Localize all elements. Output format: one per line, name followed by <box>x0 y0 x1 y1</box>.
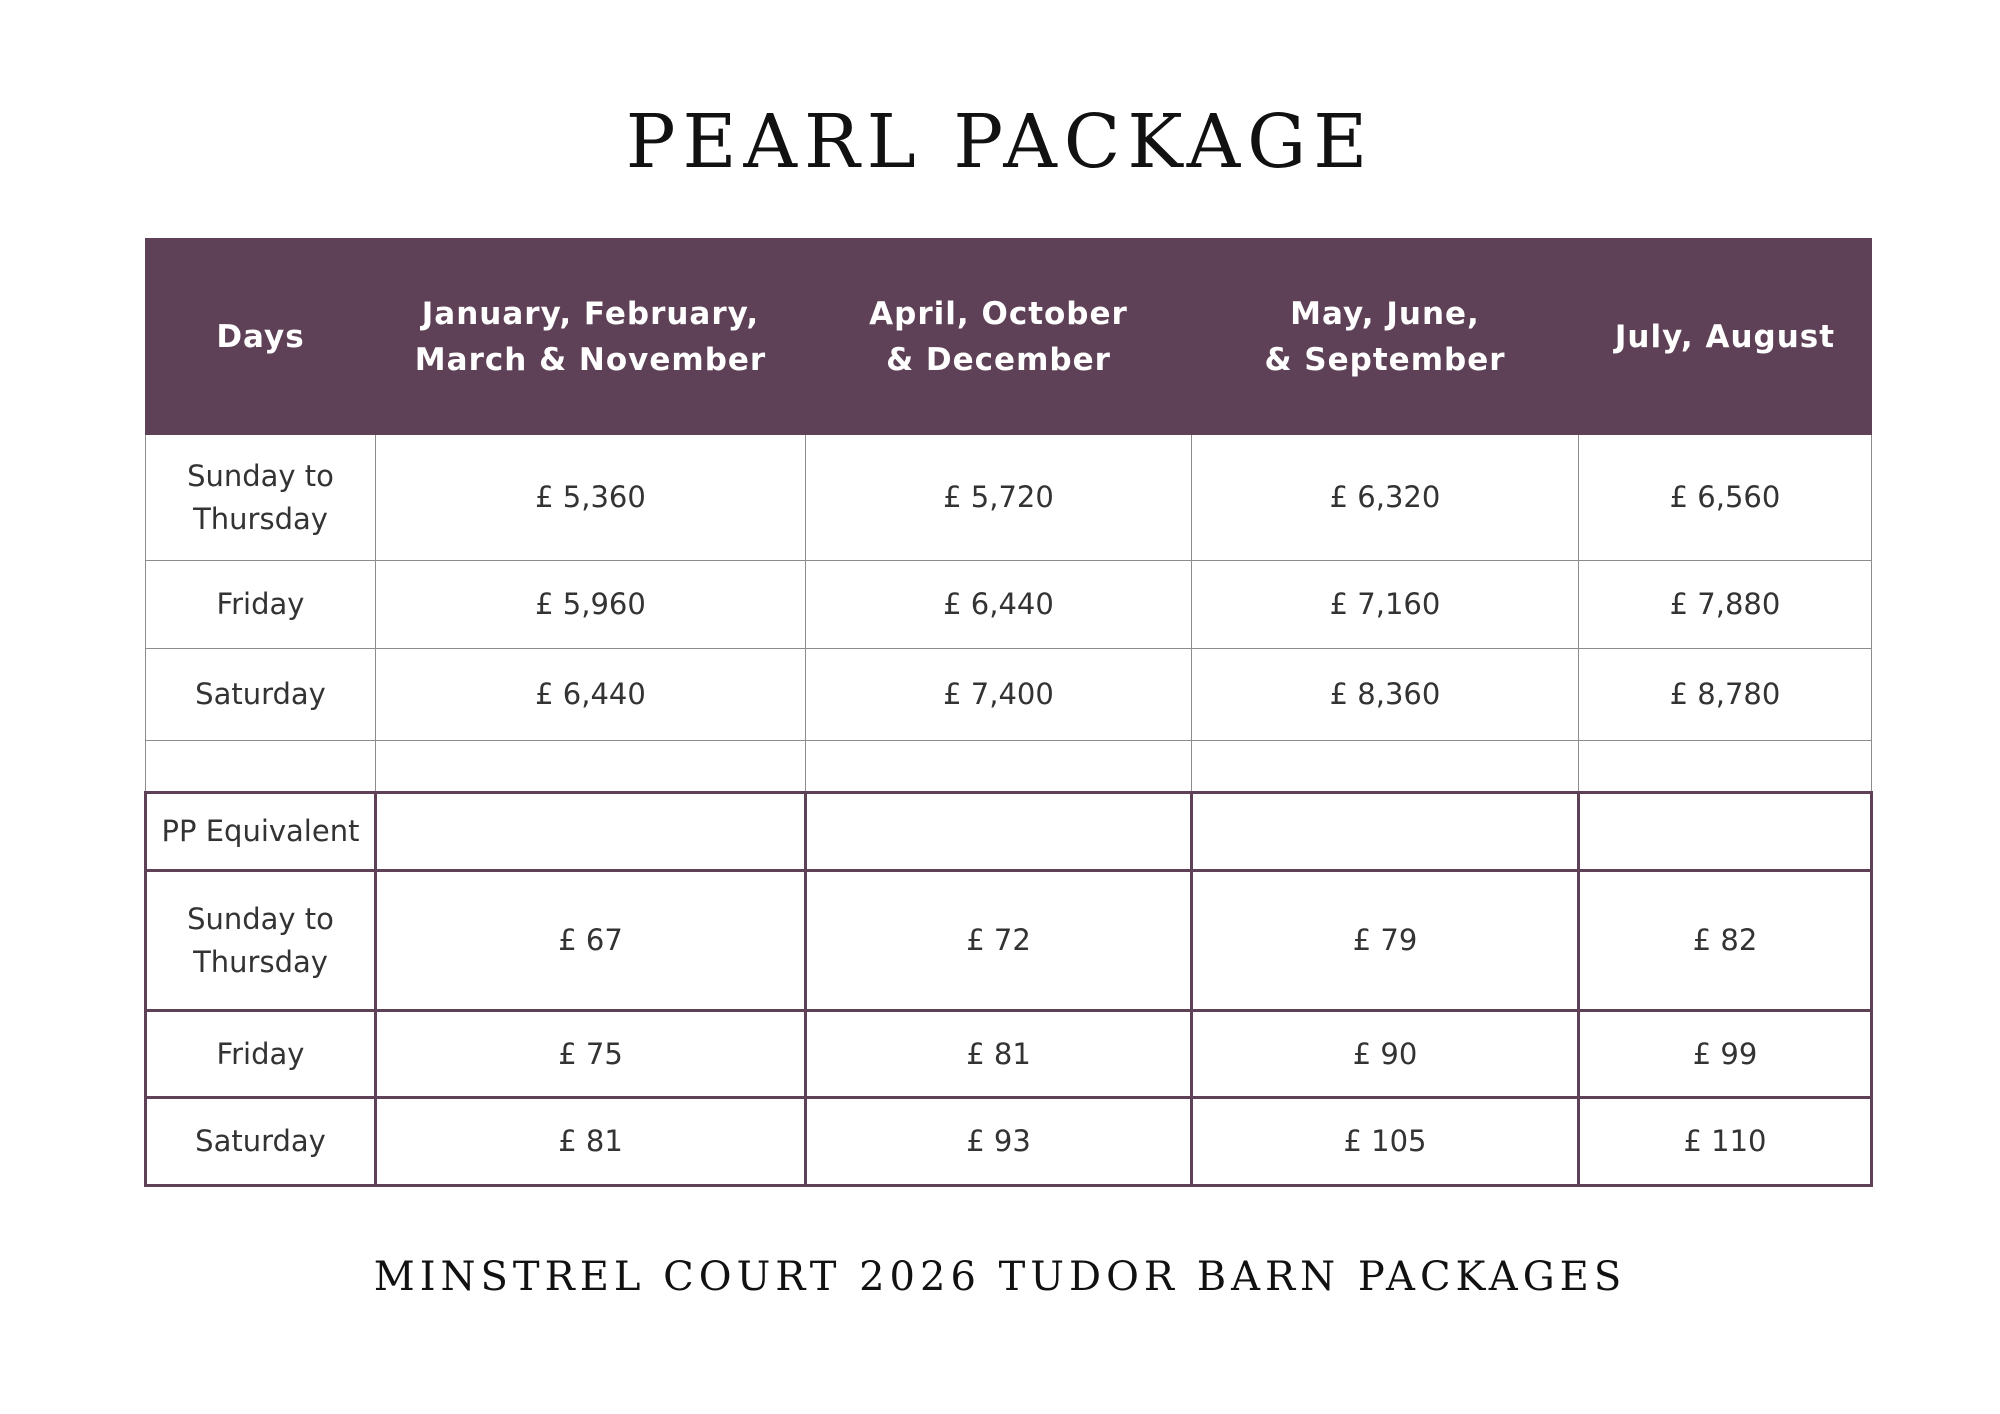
empty-row <box>146 741 1872 793</box>
empty-cell <box>1192 793 1579 871</box>
table-row <box>146 561 1872 649</box>
table-row <box>146 871 1872 1011</box>
price-cell: £ 79 <box>1192 871 1579 1011</box>
page-title: PEARL PACKAGE <box>625 99 1375 185</box>
header-row <box>146 239 1872 435</box>
price-cell: £ 6,440 <box>806 561 1192 649</box>
row-label: Saturday <box>146 1098 376 1186</box>
table-row <box>146 1011 1872 1098</box>
header-days: Days <box>146 239 376 435</box>
table-row <box>146 649 1872 741</box>
empty-cell <box>1579 793 1872 871</box>
empty-cell <box>806 793 1192 871</box>
price-cell: £ 72 <box>806 871 1192 1011</box>
table-row <box>146 435 1872 561</box>
price-cell: £ 75 <box>376 1011 806 1098</box>
price-cell: £ 8,360 <box>1192 649 1579 741</box>
row-label: Friday <box>146 561 376 649</box>
pp-equivalent-row <box>146 793 1872 871</box>
header-jul-aug: July, August <box>1579 239 1872 435</box>
price-cell: £ 90 <box>1192 1011 1579 1098</box>
empty-cell <box>146 741 376 793</box>
price-cell: £ 105 <box>1192 1098 1579 1186</box>
footer-title: MINSTREL COURT 2026 TUDOR BARN PACKAGES <box>373 1254 1627 1300</box>
empty-cell <box>376 793 806 871</box>
pricing-table <box>144 238 1873 1187</box>
price-cell: £ 6,440 <box>376 649 806 741</box>
header-may-jun-sep: May, June, & September <box>1192 239 1579 435</box>
pp-equivalent-label: PP Equivalent <box>146 793 376 871</box>
price-cell: £ 7,400 <box>806 649 1192 741</box>
empty-cell <box>806 741 1192 793</box>
empty-cell <box>376 741 806 793</box>
price-cell: £ 5,720 <box>806 435 1192 561</box>
empty-cell <box>1579 741 1872 793</box>
price-cell: £ 6,560 <box>1579 435 1872 561</box>
row-label: Saturday <box>146 649 376 741</box>
price-cell: £ 6,320 <box>1192 435 1579 561</box>
price-cell: £ 81 <box>376 1098 806 1186</box>
table-row <box>146 1098 1872 1186</box>
header-apr-oct-dec: April, October & December <box>806 239 1192 435</box>
row-label: Sunday to Thursday <box>146 871 376 1011</box>
price-cell: £ 93 <box>806 1098 1192 1186</box>
price-cell: £ 7,880 <box>1579 561 1872 649</box>
price-cell: £ 8,780 <box>1579 649 1872 741</box>
price-cell: £ 81 <box>806 1011 1192 1098</box>
price-cell: £ 99 <box>1579 1011 1872 1098</box>
empty-cell <box>1192 741 1579 793</box>
price-cell: £ 5,360 <box>376 435 806 561</box>
price-cell: £ 7,160 <box>1192 561 1579 649</box>
price-cell: £ 5,960 <box>376 561 806 649</box>
row-label: Sunday to Thursday <box>146 435 376 561</box>
price-cell: £ 82 <box>1579 871 1872 1011</box>
row-label: Friday <box>146 1011 376 1098</box>
header-jan-feb-mar-nov: January, February, March & November <box>376 239 806 435</box>
price-cell: £ 110 <box>1579 1098 1872 1186</box>
price-cell: £ 67 <box>376 871 806 1011</box>
